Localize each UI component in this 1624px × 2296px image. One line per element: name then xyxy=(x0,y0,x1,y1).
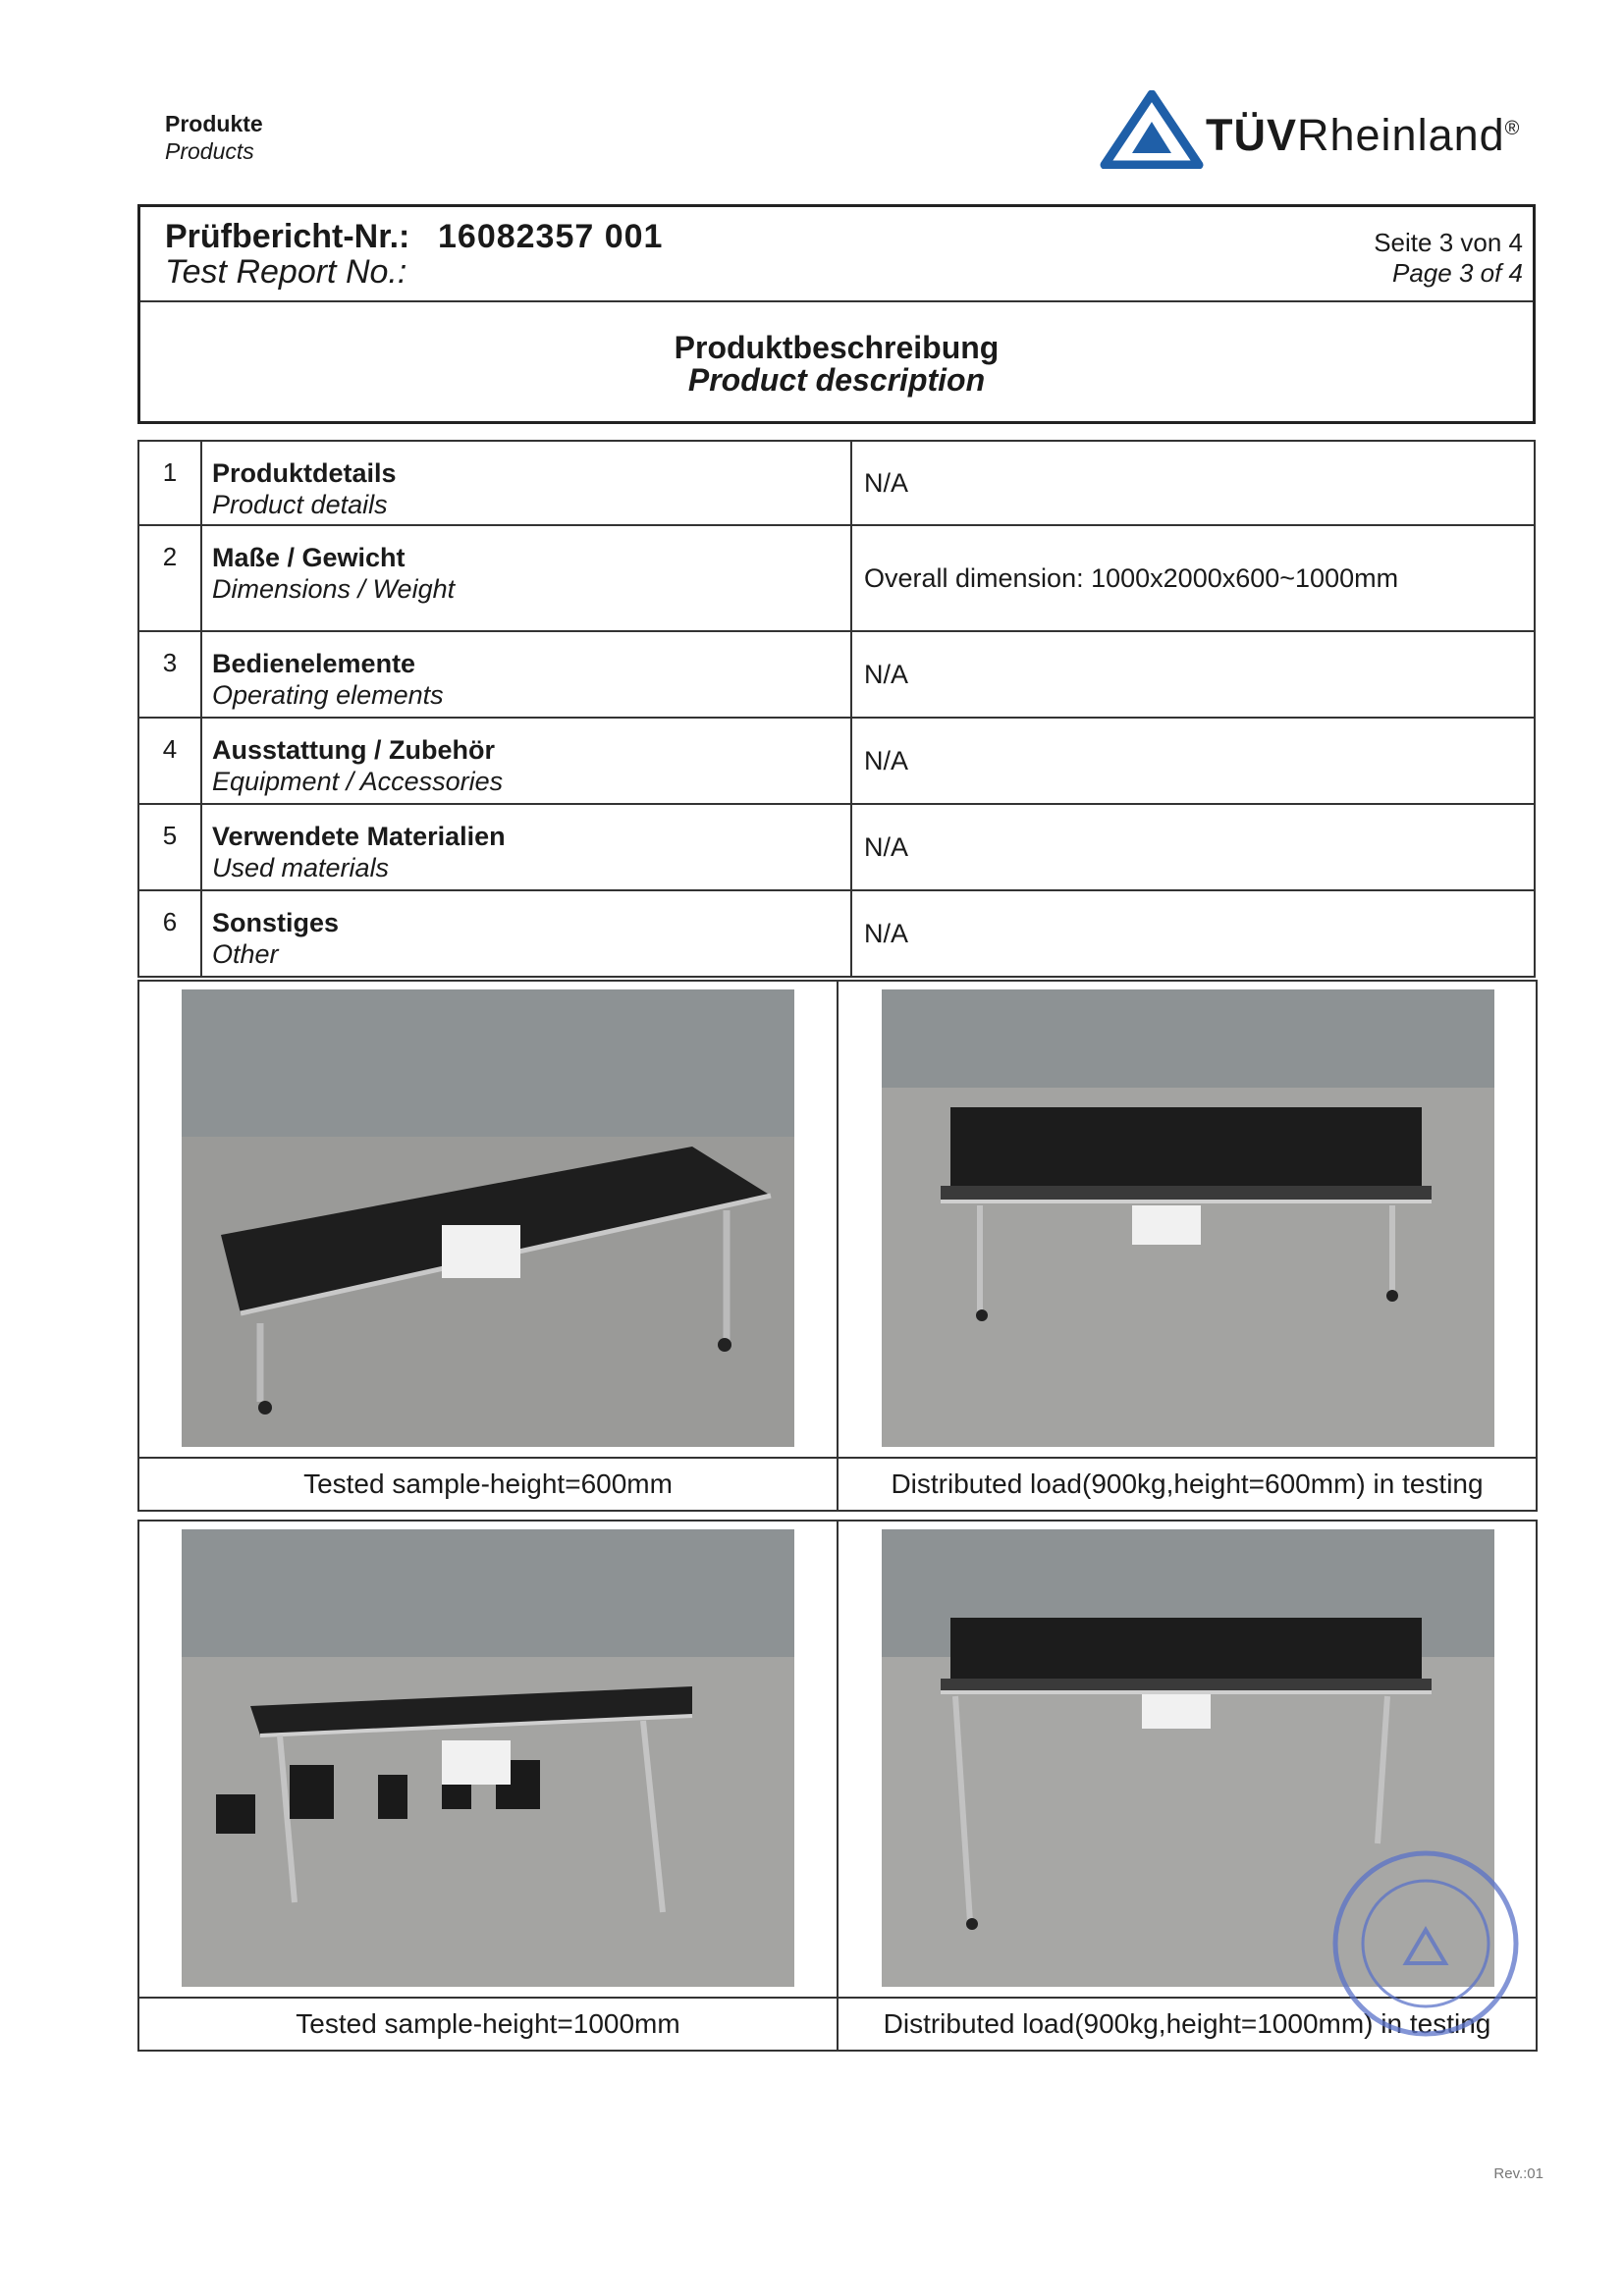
row-number: 1 xyxy=(138,441,201,525)
row-number: 4 xyxy=(138,718,201,804)
row-label xyxy=(201,718,851,804)
row-value: N/A xyxy=(851,631,1535,718)
section-title-en: Product description xyxy=(687,362,986,398)
photo-caption: Distributed load(900kg,height=600mm) in testing xyxy=(838,1458,1537,1511)
row-label-en: Dimensions / Weight xyxy=(212,574,456,604)
photo-empty-stage-600 xyxy=(182,989,794,1447)
row-label-en: Other xyxy=(212,939,279,969)
row-label-en: Product details xyxy=(212,490,388,519)
product-details-table xyxy=(137,440,1536,978)
spacer-row xyxy=(138,1511,1537,1521)
row-number: 2 xyxy=(138,525,201,631)
photo-cell xyxy=(138,981,838,1458)
row-label xyxy=(201,441,851,525)
products-heading-de: Produkte xyxy=(165,111,263,136)
page-indicator-de: Seite 3 von 4 xyxy=(1374,228,1523,257)
photo-empty-stage-1000 xyxy=(182,1529,794,1987)
row-label-de: Verwendete Materialien xyxy=(212,822,506,851)
photo-row xyxy=(138,981,1537,1458)
report-number-label-en: Test Report No.: xyxy=(165,253,407,291)
brand-rheinland: Rheinland xyxy=(1297,110,1505,160)
photo-cell xyxy=(838,981,1537,1458)
caption-row xyxy=(138,1458,1537,1511)
table-row xyxy=(138,525,1535,631)
products-heading-en: Products xyxy=(165,138,254,164)
table-row xyxy=(138,718,1535,804)
photo-caption: Tested sample-height=600mm xyxy=(138,1458,838,1511)
row-label xyxy=(201,631,851,718)
page-indicator-en: Page 3 of 4 xyxy=(1392,258,1523,288)
row-value: Overall dimension: 1000x2000x600~1000mm xyxy=(851,525,1535,631)
row-label-de: Sonstiges xyxy=(212,908,340,937)
report-divider xyxy=(140,300,1533,302)
row-label-en: Equipment / Accessories xyxy=(212,767,504,796)
report-number-label-de: Prüfbericht-Nr.: xyxy=(165,218,410,255)
row-label-de: Bedienelemente xyxy=(212,649,416,678)
table-row xyxy=(138,441,1535,525)
row-label-en: Operating elements xyxy=(212,680,444,710)
row-label xyxy=(201,890,851,977)
table-row xyxy=(138,804,1535,890)
row-value: N/A xyxy=(851,441,1535,525)
products-heading xyxy=(165,110,263,165)
brand-logo xyxy=(1206,110,1520,161)
row-number: 6 xyxy=(138,890,201,977)
photo-loaded-stage-600 xyxy=(882,989,1494,1447)
row-label xyxy=(201,804,851,890)
revision-label: Rev.:01 xyxy=(1493,2165,1543,2182)
report-number: 16082357 001 xyxy=(438,218,664,255)
row-label xyxy=(201,525,851,631)
photo-caption: Distributed load(900kg,height=1000mm) in testing xyxy=(838,1998,1537,2051)
brand-tuv: TÜV xyxy=(1206,110,1297,160)
inspection-stamp-icon xyxy=(1327,1845,1524,2042)
section-title-de: Produktbeschreibung xyxy=(674,330,1000,365)
photo-caption: Tested sample-height=1000mm xyxy=(138,1998,838,2051)
row-value: N/A xyxy=(851,718,1535,804)
photo-cell xyxy=(138,1521,838,1998)
row-label-de: Maße / Gewicht xyxy=(212,543,406,572)
table-row xyxy=(138,631,1535,718)
row-number: 3 xyxy=(138,631,201,718)
row-label-de: Produktdetails xyxy=(212,458,397,488)
table-row xyxy=(138,890,1535,977)
registered-mark: ® xyxy=(1504,118,1521,139)
row-value: N/A xyxy=(851,804,1535,890)
row-value: N/A xyxy=(851,890,1535,977)
row-label-en: Used materials xyxy=(212,853,390,882)
row-number: 5 xyxy=(138,804,201,890)
row-label-de: Ausstattung / Zubehör xyxy=(212,735,495,765)
